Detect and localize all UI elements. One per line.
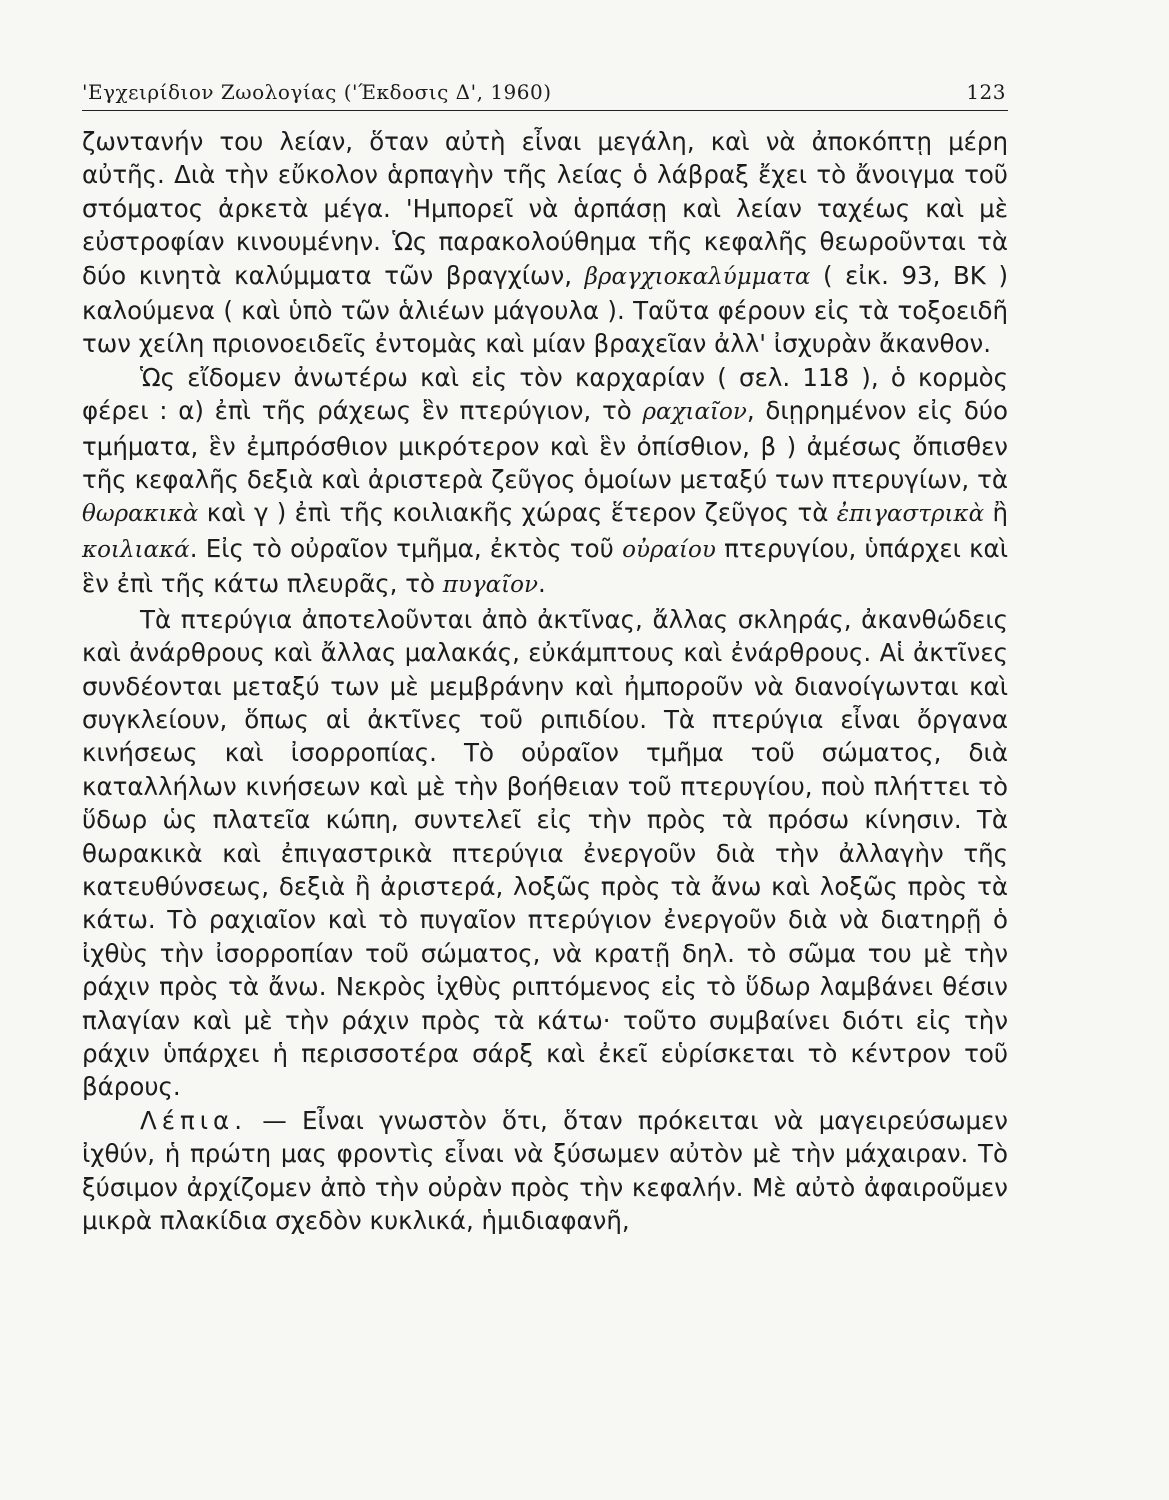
text-run: Ὡς εἴδομεν ἀνωτέρω καὶ εἰς τὸν καρχαρίαν ( σελ. 118 ), ὁ κορμὸς φέρει : α) ἐπὶ τῆς ράχεως ἓν πτερύγιον, τὸ <box>82 362 1008 426</box>
text-run: καὶ γ ) ἐπὶ τῆς κοιλιακῆς χώρας ἕτερον ζεῦγος τὰ <box>198 498 837 528</box>
text-run: , διῃρημένον εἰς δύο τμήματα, ἓν ἐμπρόσθιον μικρότερον καὶ ἓν ὀπίσθιον, β ) ἀμέσως ὄπισθεν τῆς κεφαλῆς δεξιὰ καὶ ἀριστερὰ ζεῦγος ὁμοίων μεταξύ των πτερυγίων, τὰ <box>82 396 1008 495</box>
italic-term: ραχιαῖον <box>642 399 747 426</box>
italic-term: κοιλιακά <box>82 536 190 563</box>
paragraph-2 <box>82 361 1008 603</box>
paragraph-3: Τὰ πτερύγια ἀποτελοῦνται ἀπὸ ἀκτῖνας, ἄλλας σκληράς, ἀκανθώδεις καὶ ἀνάρθρους καὶ ἄλλας μαλακάς, εὐκάμπτους καὶ ἐνάρθρους. Αἱ ἀκτῖνες συνδέονται μεταξύ των μὲ μεμβράνην καὶ ἠμποροῦν νὰ διανοίγωνται καὶ συγκλείουν, ὅπως αἱ ἀκτῖνες τοῦ ριπιδίου. Τὰ πτερύγια εἶναι ὄργανα κινήσεως καὶ ἰσορροπίας. Τὸ οὐραῖον τμῆμα τοῦ σώματος, διὰ καταλλήλων κινήσεων καὶ μὲ τὴν βοήθειαν τοῦ πτερυγίου, ποὺ πλήττει τὸ ὕδωρ ὡς πλατεῖα κώπη, συντελεῖ εἰς τὴν πρὸς τὰ πρόσω κίνησιν. Τὰ θωρακικὰ καὶ ἐπιγαστρικὰ πτερύγια ἐνεργοῦν διὰ τὴν ἀλλαγὴν τῆς κατευθύνσεως, δεξιὰ ἢ ἀριστερά, λοξῶς πρὸς τὰ ἄνω καὶ λοξῶς πρὸς τὰ κάτω. Τὸ ραχιαῖον καὶ τὸ πυγαῖον πτερύγιον ἐνεργοῦν διὰ νὰ διατηρῇ ὁ ἰχθὺς τὴν ἰσορροπίαν τοῦ σώματος, νὰ κρατῇ δηλ. τὸ σῶμα του μὲ τὴν ράχιν πρὸς τὰ ἄνω. Νεκρὸς ἰχθὺς ριπτόμενος εἰς τὸ ὕδωρ λαμβάνει θέσιν πλαγίαν καὶ μὲ τὴν ράχιν πρὸς τὰ κάτω· τοῦτο συμβαίνει διότι εἰς τὴν ράχιν ὑπάρχει ἡ περισσοτέρα σάρξ καὶ ἐκεῖ εὑρίσκεται τὸ κέντρον τοῦ βάρους. <box>82 604 1008 1102</box>
italic-term: ἐπιγαστρικὰ <box>836 501 985 528</box>
italic-term: πυγαῖον <box>442 572 538 599</box>
text-run: ἢ <box>984 498 1008 528</box>
page-header <box>82 74 1008 114</box>
italic-term: οὐραίου <box>622 536 716 563</box>
paragraph-4 <box>82 1104 1008 1238</box>
text-run: ( εἰκ. 93, ΒΚ ) καλούμενα ( καὶ ὑπὸ τῶν ἁλιέων μάγουλα ). Ταῦτα φέρουν εἰς τὰ τοξοειδῆ των χείλη πριονοειδεῖς ἐντομὰς καὶ μίαν βραχεῖαν ἀλλ' ἰσχυρὰν ἄκανθον. <box>82 260 1009 359</box>
paragraph-1 <box>82 125 1008 361</box>
text-run: . Εἰς τὸ οὐραῖον τμῆμα, ἐκτὸς τοῦ <box>189 533 623 563</box>
text-run: . <box>537 569 546 599</box>
italic-term: θωρακικὰ <box>82 501 199 528</box>
section-heading: Λέπια. <box>140 1105 247 1135</box>
italic-term: βραγχιοκαλύμματα <box>584 263 811 290</box>
header-rule <box>82 110 1008 111</box>
text-run: ζωντανήν του λείαν, ὅταν αὐτὴ εἶναι μεγάλη, καὶ νὰ ἀποκόπτῃ μέρη αὐτῆς. Διὰ τὴν εὔκολον ἁρπαγὴν τῆς λείας ὁ λάβραξ ἔχει τὸ ἄνοιγμα τοῦ στόματος ἀρκετὰ μέγα. 'Ημπορεῖ νὰ ἁρπάσῃ καὶ λείαν ταχέως καὶ μὲ εὐστροφίαν κινουμένην. Ὡς παρακολούθημα τῆς κεφαλῆς θεωροῦνται τὰ δύο κινητὰ καλύμματα τῶν βραγχίων, <box>82 127 1008 290</box>
body-text <box>82 125 1008 1237</box>
text-run: — Εἶναι γνωστὸν ὅτι, ὅταν πρόκειται νὰ μαγειρεύσωμεν ἰχθύν, ἡ πρώτη μας φροντὶς εἶναι νὰ ξύσωμεν αὐτὸν μὲ τὴν μάχαιραν. Τὸ ξύσιμον ἀρχίζομεν ἀπὸ τὴν οὐρὰν πρὸς τὴν κεφαλήν. Μὲ αὐτὸ ἀφαιροῦμεν μικρὰ πλακίδια σχεδὸν κυκλικά, ἡμιδιαφανῆ, <box>82 1105 1008 1235</box>
text-run: πτερυγίου, ὑπάρχει καὶ ἓν ἐπὶ τῆς κάτω πλευρᾶς, τὸ <box>82 533 1008 599</box>
running-title: 'Εγχειρίδιον Ζωολογίας ('Έκδοσις Δ', 1960) <box>82 80 552 104</box>
page-number: 123 <box>966 80 1006 104</box>
